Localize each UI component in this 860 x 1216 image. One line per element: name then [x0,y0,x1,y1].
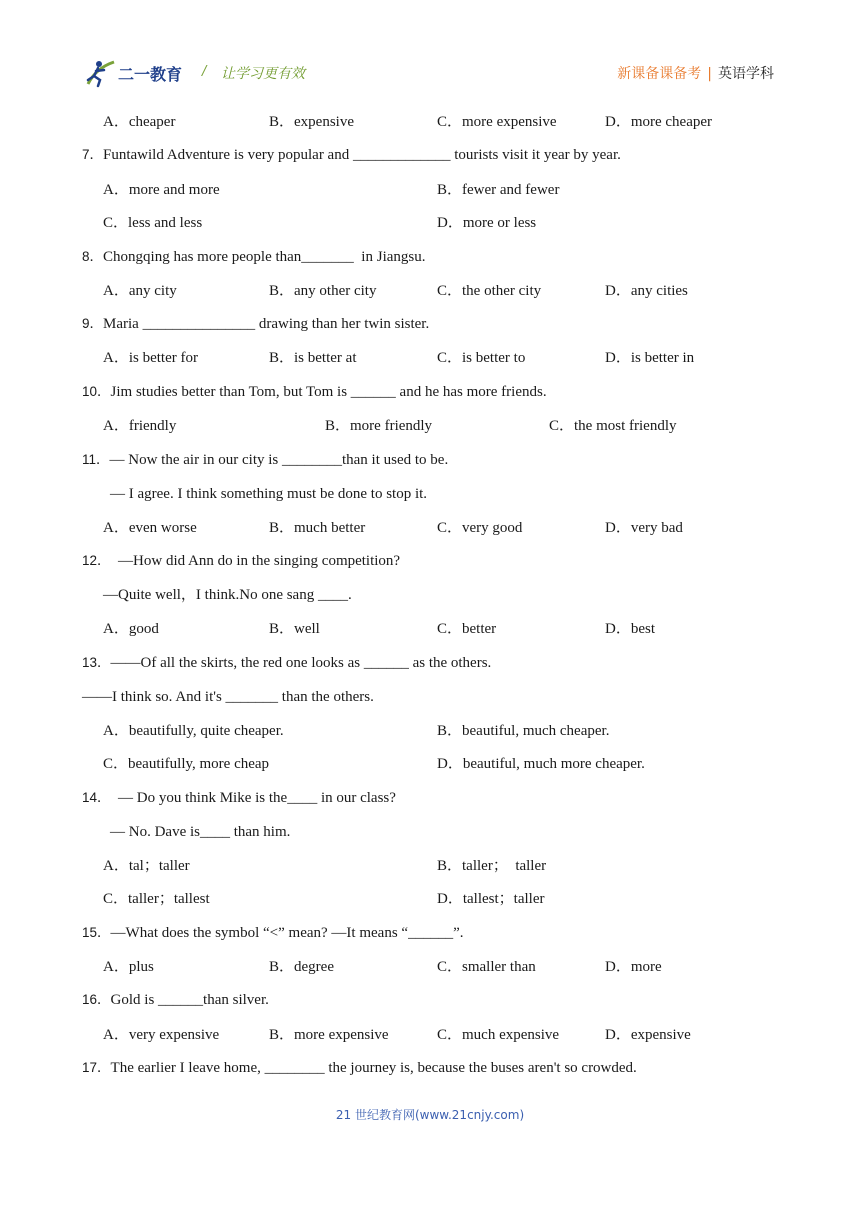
option-d: D．any cities [605,283,688,299]
question-text-line-2: ——I think so. And it's _______ than the others. [82,689,374,705]
question-stem [82,789,396,807]
option-c: C．much expensive [437,1027,560,1043]
option-b: B．more expensive [269,1027,389,1043]
option-c: C．less and less [103,215,203,231]
question-text: The earlier I leave home, ________ the journey is, because the buses aren't so crowded. [110,1060,637,1076]
option-b: B．expensive [269,114,354,130]
option-c: C．very good [437,520,523,536]
option-b: B．taller； taller [437,858,547,874]
question-text: — Now the air in our city is ________than it used to be. [109,452,449,468]
question-stem [82,451,448,469]
question-text: ——Of all the skirts, the red one looks as ______ as the others. [110,655,492,671]
question-text: — Do you think Mike is the____ in our class? [110,790,396,806]
option-d: D．beautiful, much more cheaper. [437,756,645,772]
question-number: 12． [82,553,111,568]
question-number: 13． [82,655,111,670]
question-text-line-2: — No. Dave is____ than him. [110,824,291,840]
question-stem [82,654,491,672]
question-number: 8． [82,249,104,264]
option-b: B．well [269,621,320,637]
question-number: 17． [82,1060,111,1075]
runner-logo-icon [84,58,118,88]
option-a: A．tal；taller [103,858,190,874]
option-c: C．smaller than [437,959,536,975]
option-d: D．more or less [437,215,537,231]
option-c: C．beautifully, more cheap [103,756,270,772]
option-a: A．even worse [103,520,197,536]
logo-text: 二一教育 [118,65,183,84]
option-c: C．the most friendly [549,418,677,434]
option-d: D．very bad [605,520,683,536]
question-number: 9． [82,316,104,331]
header-right [617,63,774,83]
option-a: A．cheaper [103,114,176,130]
question-stem [82,315,429,333]
option-d: D．expensive [605,1027,691,1043]
option-c: C．better [437,621,497,637]
slogan: 让学习更有效 [221,66,305,82]
option-c: C．is better to [437,350,526,366]
option-a: A．any city [103,283,177,299]
question-stem [82,1059,637,1077]
question-number: 11． [82,452,110,467]
option-b: B．fewer and fewer [437,182,560,198]
option-d: D．more cheaper [605,114,713,130]
option-a: A．plus [103,959,154,975]
question-number: 16． [82,992,111,1007]
option-a: A．more and more [103,182,220,198]
question-stem [82,552,400,570]
question-stem [82,248,425,266]
option-d: D．is better in [605,350,695,366]
question-text: Jim studies better than Tom, but Tom is ______ and he has more friends. [110,384,547,400]
question-stem [82,924,463,942]
option-a: A．is better for [103,350,198,366]
question-number: 15． [82,925,111,940]
option-b: B．any other city [269,283,377,299]
question-text: Gold is ______than silver. [110,992,269,1008]
question-text: Chongqing has more people than_______ in Jiangsu. [103,249,426,265]
question-text: Funtawild Adventure is very popular and _____________ tourists visit it year by year. [103,147,621,163]
option-b: B．beautiful, much cheaper. [437,723,610,739]
question-text: —How did Ann do in the singing competition? [110,553,401,569]
option-a: A．good [103,621,159,637]
option-a: A．very expensive [103,1027,220,1043]
question-stem [82,383,547,401]
question-number: 7． [82,147,104,162]
option-b: B．is better at [269,350,357,366]
question-stem [82,991,269,1009]
question-text: Maria _______________ drawing than her twin sister. [103,316,430,332]
option-b: B．more friendly [325,418,433,434]
option-b: B．degree [269,959,334,975]
option-a: A．beautifully, quite cheaper. [103,723,284,739]
option-d: D．tallest；taller [437,891,545,907]
option-b: B．much better [269,520,366,536]
header-subject: 英语学科 [718,66,774,82]
question-text-line-2: — I agree. I think something must be done to stop it. [110,486,428,502]
logo [84,56,194,90]
option-d: D．best [605,621,655,637]
page-footer: 21 世纪教育网(www.21cnjy.com) [335,1108,525,1122]
header-divider: | [707,66,712,82]
slogan-separator: / [202,64,207,79]
option-a: A．friendly [103,418,177,434]
option-c: C．the other city [437,283,542,299]
option-c: C．more expensive [437,114,557,130]
question-text: —What does the symbol “<” mean? —It means “______”. [110,925,464,941]
header-tagline: 新课备课备考 [617,66,702,82]
question-number: 10． [82,384,111,399]
page-header [84,56,774,92]
question-stem [82,146,621,164]
question-number: 14． [82,790,111,805]
option-d: D．more [605,959,662,975]
option-c: C．taller；tallest [103,891,210,907]
question-text-line-2: —Quite well，I think.No one sang ____. [103,587,352,603]
